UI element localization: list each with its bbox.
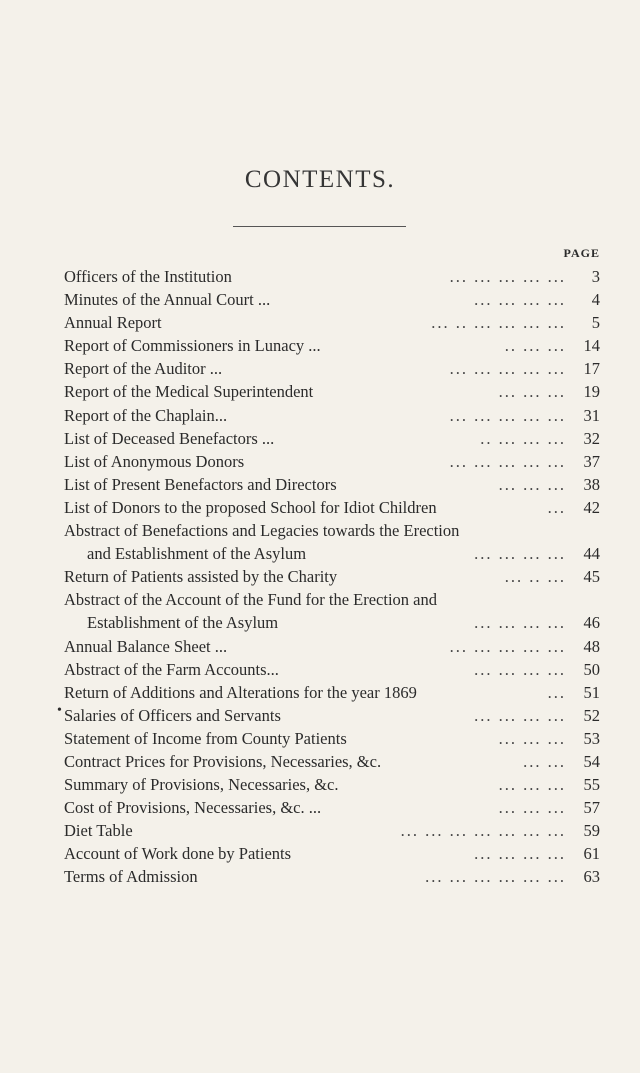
page-number: 63 [583, 867, 600, 887]
title-divider [233, 226, 406, 227]
leader-dots: ... ... ... [498, 474, 566, 494]
page-number: 57 [583, 798, 600, 818]
contents-entry [64, 727, 614, 750]
contents-entry [64, 519, 614, 542]
leader-dots: ... ... ... ... [474, 844, 566, 864]
leader-dots: ... ... ... ... ... ... [425, 867, 566, 887]
page-title: CONTENTS. [244, 166, 396, 193]
leader-dots: ... ... ... ... ... [449, 451, 566, 471]
leader-dots: ... .. ... ... ... ... [431, 313, 566, 333]
contents-entry [64, 796, 614, 819]
page-number: 38 [583, 474, 600, 494]
contents-entry [64, 311, 614, 334]
entry-title: Diet Table [64, 821, 133, 841]
leader-dots: ... ... ... ... [474, 659, 566, 679]
entry-title: Account of Work done by Patients [64, 844, 292, 864]
page-number: 59 [583, 821, 600, 841]
entry-title: Statement of Income from County Patients [64, 728, 347, 748]
leader-dots: ... ... ... [498, 775, 566, 795]
entry-title: Contract Prices for Provisions, Necessaries, &c. [64, 751, 382, 771]
page-number: 48 [583, 636, 600, 656]
page-number: 55 [583, 775, 600, 795]
page-number: 3 [591, 267, 600, 286]
leader-dots: ... ... ... ... ... ... ... [400, 821, 566, 841]
entry-title: Return of Patients assisted by the Charity [64, 567, 338, 587]
contents-entry [64, 842, 614, 865]
page-number: 54 [583, 751, 600, 771]
margin-mark: • [57, 703, 62, 718]
contents-entry [64, 704, 614, 727]
entry-title: and Establishment of the Asylum [87, 544, 307, 564]
contents-entry [64, 450, 614, 473]
leader-dots: .. ... ... [504, 336, 566, 356]
leader-dots: ... ... ... [498, 728, 566, 748]
entry-title: Officers of the Institution [64, 267, 232, 286]
page-number: 61 [583, 844, 600, 864]
contents-entry [64, 473, 614, 496]
page-number: 53 [583, 728, 600, 748]
page-number: 14 [583, 336, 600, 356]
contents-list [64, 265, 614, 889]
leader-dots: ... [547, 682, 566, 702]
entry-title: Annual Balance Sheet ... [64, 636, 228, 656]
page-number: 50 [583, 659, 600, 679]
contents-entry [64, 288, 614, 311]
entry-title: Report of the Medical Superintendent [64, 382, 314, 402]
contents-entry [64, 542, 614, 565]
entry-title: Return of Additions and Alterations for the year 1869 [64, 682, 417, 702]
page-number: 17 [583, 359, 600, 379]
leader-dots: ... ... ... ... ... [449, 359, 566, 379]
entry-title: List of Present Benefactors and Directors [64, 474, 337, 494]
page-number: 37 [583, 451, 600, 471]
page-number: 32 [583, 428, 600, 448]
leader-dots: ... ... ... [498, 382, 566, 402]
page-number: 19 [583, 382, 600, 402]
page-number: 46 [583, 613, 600, 633]
contents-entry [64, 681, 614, 704]
page-number: 42 [583, 497, 600, 517]
contents-entry [64, 773, 614, 796]
entry-title: Abstract of Benefactions and Legacies towards the Erection [64, 521, 460, 541]
page-column-label: PAGE [563, 246, 600, 260]
leader-dots: ... ... ... ... ... [449, 636, 566, 656]
leader-dots: ... ... ... [498, 798, 566, 818]
entry-title: Cost of Provisions, Necessaries, &c. ... [64, 798, 322, 818]
contents-entry [64, 588, 614, 611]
page-number: 5 [591, 313, 600, 333]
leader-dots: .. ... ... ... [480, 428, 566, 448]
entry-title: Summary of Provisions, Necessaries, &c. [64, 775, 339, 795]
page-number: 31 [583, 405, 600, 425]
leader-dots: ... ... [523, 751, 566, 771]
contents-entry [64, 427, 614, 450]
contents-entry [64, 334, 614, 357]
contents-entry [64, 865, 614, 888]
leader-dots: ... ... ... ... [474, 705, 566, 725]
contents-entry [64, 658, 614, 681]
leader-dots: ... ... ... ... ... [449, 267, 566, 286]
contents-entry [64, 635, 614, 658]
page-number: 52 [583, 705, 600, 725]
entry-title: Salaries of Officers and Servants [64, 705, 281, 725]
entry-title: Report of Commissioners in Lunacy ... [64, 336, 321, 356]
page-number: 44 [583, 544, 600, 564]
entry-title: Establishment of the Asylum [87, 613, 279, 633]
entry-title: Report of the Auditor ... [64, 359, 223, 379]
entry-title: Minutes of the Annual Court ... [64, 290, 271, 310]
leader-dots: ... ... ... ... [474, 544, 566, 564]
leader-dots: ... [547, 497, 566, 517]
contents-entry [64, 611, 614, 634]
leader-dots: ... ... ... ... [474, 290, 566, 310]
contents-entry [64, 565, 614, 588]
leader-dots: ... ... ... ... ... [449, 405, 566, 425]
entry-title: List of Anonymous Donors [64, 451, 245, 471]
page-number: 51 [583, 682, 600, 702]
contents-entry [64, 357, 614, 380]
entry-title: List of Donors to the proposed School for Idiot Children [64, 497, 437, 517]
contents-entry [64, 265, 614, 288]
contents-entry [64, 380, 614, 403]
entry-title: List of Deceased Benefactors ... [64, 428, 275, 448]
entry-title: Abstract of the Account of the Fund for the Erection and [64, 590, 437, 610]
entry-title: Abstract of the Farm Accounts... [64, 659, 279, 679]
contents-entry [64, 404, 614, 427]
page-number: 4 [591, 290, 600, 310]
leader-dots: ... .. ... [504, 567, 566, 587]
contents-entry [64, 496, 614, 519]
entry-title: Report of the Chaplain... [64, 405, 228, 425]
entry-title: Annual Report [64, 313, 162, 333]
entry-title: Terms of Admission [64, 867, 198, 887]
contents-entry [64, 750, 614, 773]
leader-dots: ... ... ... ... [474, 613, 566, 633]
page-number: 45 [583, 567, 600, 587]
contents-entry [64, 819, 614, 842]
